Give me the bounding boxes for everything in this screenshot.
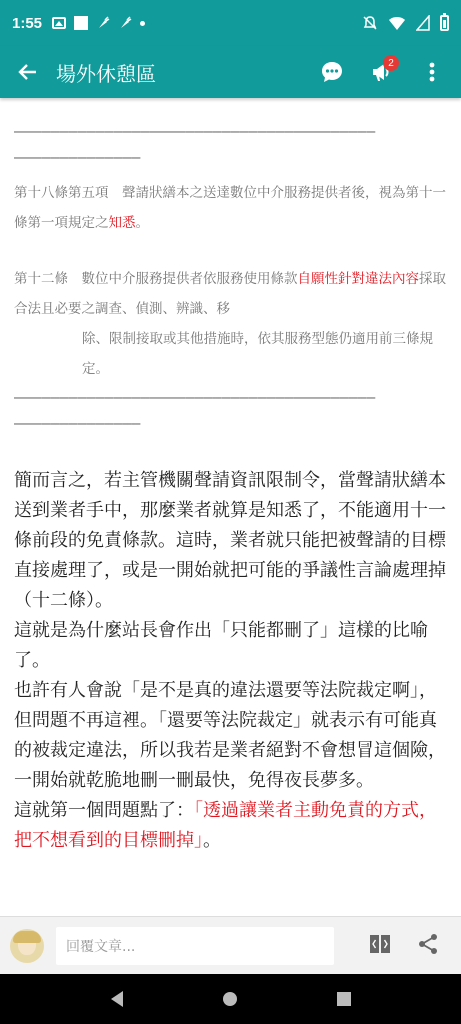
divider-dashes: ————————————————————————————————————————	[14, 122, 376, 140]
mute-icon	[362, 15, 378, 31]
battery-icon	[440, 15, 449, 31]
image-icon	[52, 17, 66, 29]
page-jump-button[interactable]	[369, 933, 391, 959]
reply-bar-actions	[369, 933, 451, 959]
paragraph: 也許有人會說「是不是真的違法還要等法院裁定啊」，但問題不再這裡。「還要等法院裁定」就表示有可能真的被裁定違法，所以我若是業者絕對不會想冒這個險，一開始就乾脆地刪一刪最快，免得夜長夢多。	[14, 680, 446, 791]
nav-back-button[interactable]	[97, 979, 137, 1019]
dot-icon	[140, 21, 145, 26]
page-title: 場外休憩區	[56, 61, 156, 86]
highlight-text: 自願性針對違法內容	[297, 271, 419, 287]
paragraph: 簡而言之，若主管機關聲請資訊限制令，當聲請狀繕本送到業者手中，那麼業者就算是知悉了，不能適用十一條前段的免責條款。這時，業者就只能把被聲請的目標直接處理了，或是一開始就把可能的爭議性言論處理掉（十二條）。	[14, 470, 446, 611]
article-body	[14, 466, 447, 856]
app-bar-actions	[309, 49, 461, 95]
quote-article-12-continued: 除、限制接取或其他措施時，依其服務型態仍適用前三條規定。	[82, 331, 433, 377]
carrot-icon	[118, 16, 132, 30]
share-icon	[417, 933, 439, 955]
system-nav-bar	[0, 974, 461, 1024]
highlight-text: 知悉	[108, 215, 136, 231]
triangle-back-icon	[109, 990, 125, 1008]
signal-icon	[416, 15, 430, 31]
reply-bar	[0, 916, 461, 974]
quote-article-18: 第十八條第五項 聲請狀繕本之送達數位中介服務提供者後，視為第十一條第一項規定之知悉。	[14, 185, 446, 231]
nav-recents-button[interactable]	[324, 979, 364, 1019]
arrow-left-icon	[18, 62, 38, 82]
status-system-icons	[362, 15, 449, 31]
carrot-icon	[96, 16, 110, 30]
page-flip-icon	[369, 933, 391, 955]
article-content	[0, 98, 461, 916]
nav-home-button[interactable]	[210, 979, 250, 1019]
highlight-text: 「透過讓業者主動免責的方式，把不想看到的目標刪掉」	[14, 800, 437, 851]
reply-input[interactable]: 回覆文章...	[56, 927, 334, 965]
notifications-button[interactable]	[359, 49, 405, 95]
back-button[interactable]	[0, 46, 56, 98]
status-notification-icons	[52, 16, 145, 30]
divider-dashes: ————————————————————————————————————————	[14, 388, 376, 406]
app-bar	[0, 46, 461, 98]
square-icon	[74, 16, 88, 30]
divider-dashes: ——————————————	[14, 414, 141, 432]
circle-home-icon	[222, 991, 238, 1007]
status-time: 1:55	[12, 14, 43, 32]
share-button[interactable]	[417, 933, 439, 959]
more-options-button[interactable]	[409, 49, 455, 95]
divider-dashes: ——————————————	[14, 148, 141, 166]
quote-article-12: 第十二條 數位中介服務提供者依服務使用條款自願性針對違法內容採取合法且必要之調查、偵測、辨識、移	[14, 271, 446, 317]
chat-bubble-icon	[320, 60, 344, 84]
more-vertical-icon	[429, 62, 435, 82]
notification-badge: 2	[383, 55, 399, 71]
square-recents-icon	[336, 991, 352, 1007]
paragraph: 這就是為什麼站長會作出「只能都刪了」這樣的比喻了。	[14, 620, 428, 671]
avatar[interactable]	[10, 929, 44, 963]
chat-button[interactable]	[309, 49, 355, 95]
paragraph: 這就第一個問題點了：「透過讓業者主動免責的方式，把不想看到的目標刪掉」。	[14, 800, 437, 851]
status-bar	[0, 0, 461, 46]
wifi-icon	[388, 15, 406, 31]
